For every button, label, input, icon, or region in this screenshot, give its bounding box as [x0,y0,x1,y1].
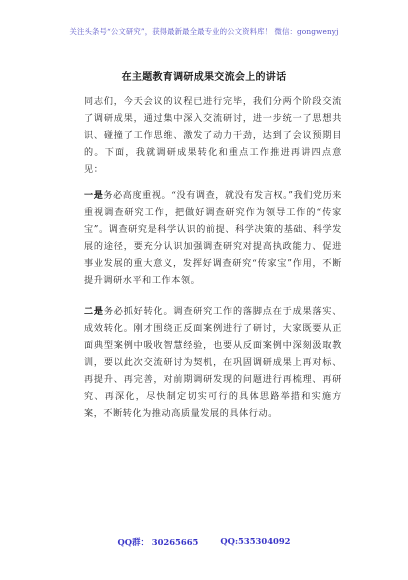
document-body [66,94,342,423]
footer-qq-number: QQ:535304092 [220,536,291,546]
paragraph-text: 务必抓好转化。调查研究工作的落脚点在于成果落实、成效转化。刚才围绕正反面案例进行了研讨，大家既要从正面典型案例中吸收智慧经验，也要从反面案例中深刻汲取教训，要以此次交流研讨为契机，在巩固调研成果上再对标、再提升、再完善，对前期调研发现的问题进行再梳理、再研究、再深化，尽快制定切实可行的具体思路举措和实施方案，不断转化为推动高质量发展的具体行动。 [84,307,343,419]
paragraph-point-one [66,187,342,290]
document-title: 在主题教育调研成果交流会上的讲话 [121,72,287,83]
header-banner: 关注头条号“公文研究”，获得最新最全最专业的公文资料库！ 微信：gongwenyj [69,27,339,36]
paragraph-point-two [66,303,342,423]
footer-contacts [0,536,408,548]
paragraph-lead: 一是 [84,190,104,201]
paragraph-lead: 二是 [84,306,104,317]
footer-qq-group: QQ群： 30265665 [117,537,199,547]
paragraph-intro [66,94,342,179]
paragraph-text: 同志们，今天会议的议程已进行完毕，我们分两个阶段交流了调研成果，通过集中深入交流研讨，进一步统一了思想共识、碰撞了工作思维、激发了动力干劲，达到了会议预期目的。下面，我就调研成果转化和重点工作推进再讲四点意见： [84,97,342,175]
paragraph-text: 务必高度重视。“没有调查，就没有发言权。”我们党历来重视调查研究工作，把做好调查研究作为领导工作的“传家宝”。调查研究是科学认识的前提、科学决策的基础、科学发展的途径，要充分认识加强调查研究对提高执政能力、促进事业发展的重大意义，发挥好调查研究“传家宝”作用，不断提升调研水平和工作本领。 [84,191,342,286]
